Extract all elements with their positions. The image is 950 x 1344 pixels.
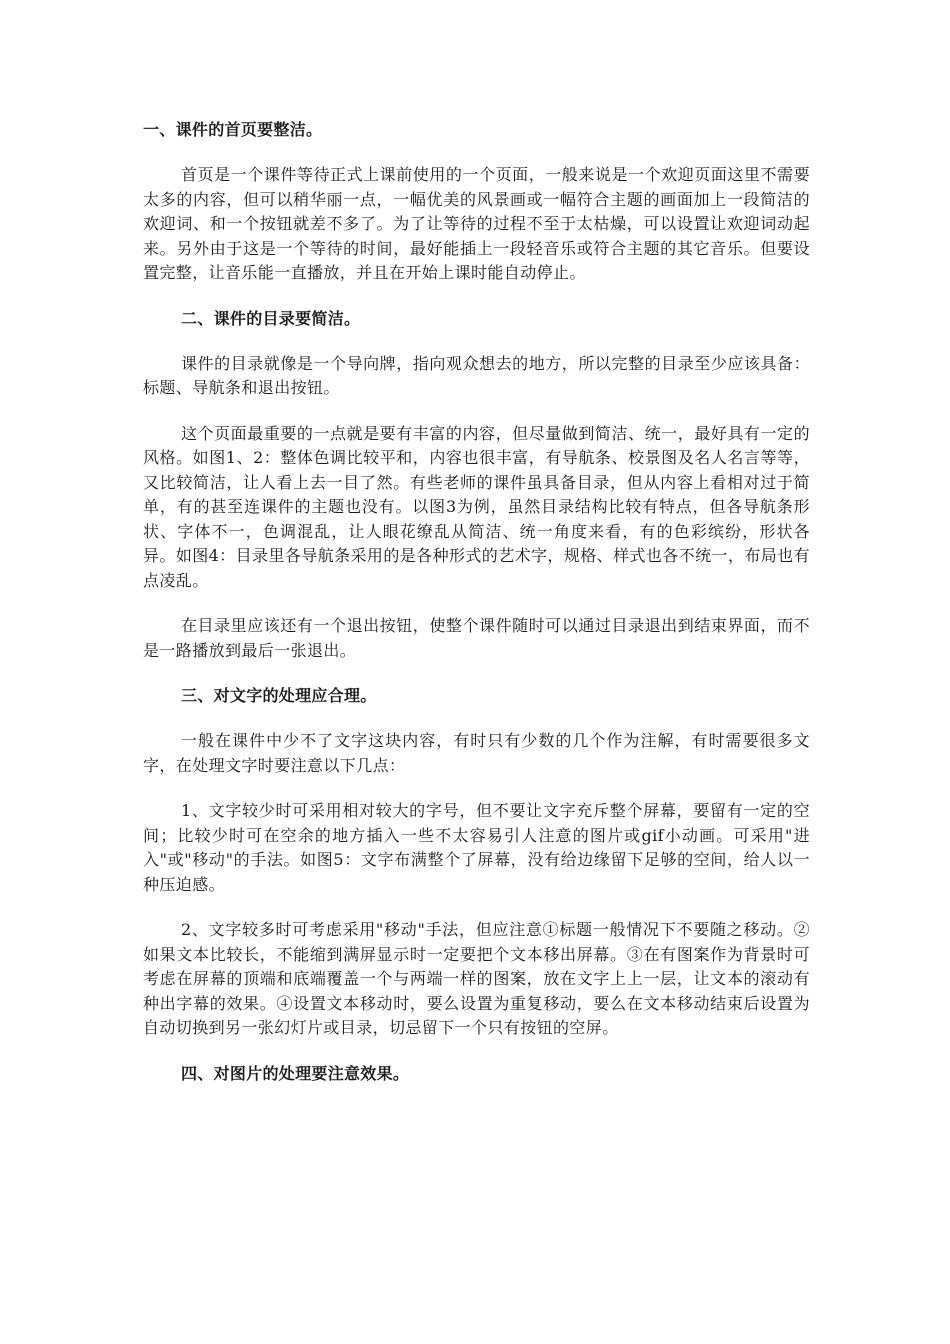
document-page <box>143 118 810 1107</box>
section-2-heading: 二、课件的目录要简洁。 <box>181 308 361 328</box>
section-3-heading: 三、对文字的处理应合理。 <box>181 686 377 705</box>
section-2-paragraph-3: 在目录里应该还有一个退出按钮，使整个课件随时可以通过目录退出到结束界面，而不是一路播放到最后一张退出。 <box>143 616 810 660</box>
section-3-paragraph-2: 1、文字较少时可采用相对较大的字号，但不要让文字充斥整个屏幕，要留有一定的空间；比较少时可在空余的地方插入一些不太容易引人注意的图片或gif小动画。可采用"进入"或"移动"的手法。如图5：文字布满整个了屏幕，没有给边缘留下足够的空间，给人以一种压迫感。 <box>143 801 810 894</box>
section-1-heading: 一、课件的首页要整洁。 <box>143 120 323 139</box>
section-4-heading: 四、对图片的处理要注意效果。 <box>181 1063 410 1083</box>
section-2-paragraph-1: 课件的目录就像是一个导向牌，指向观众想去的地方，所以完整的目录至少应该具备：标题、导航条和退出按钮。 <box>143 353 810 397</box>
section-3-paragraph-3: 2、文字较多时可考虑采用"移动"手法，但应注意①标题一般情况下不要随之移动。②如果文本比较长，不能缩到满屏显示时一定要把个文本移出屏幕。③在有图案作为背景时可考虑在屏幕的顶端和底端覆盖一个与两端一样的图案，放在文字上上一层，让文本的滚动有种出字幕的效果。④设置文本移动时，要么设置为重复移动，要么在文本移动结束后设置为自动切换到另一张幻灯片或目录，切忌留下一个只有按钮的空屏。 <box>143 920 810 1037</box>
section-1-paragraph-1: 首页是一个课件等待正式上课前使用的一个页面，一般来说是一个欢迎页面这里不需要太多的内容，但可以稍华丽一点，一幅优美的风景画或一幅符合主题的画面加上一段简洁的欢迎词、和一个按钮就差不多了。为了让等待的过程不至于太枯燥，可以设置让欢迎词动起来。另外由于这是一个等待的时间，最好能插上一段轻音乐或符合主题的其它音乐。但要设置完整，让音乐能一直播放，并且在开始上课时能自动停止。 <box>143 165 810 282</box>
section-2-paragraph-2: 这个页面最重要的一点就是要有丰富的内容，但尽量做到简洁、统一，最好具有一定的风格。如图1、2：整体色调比较平和，内容也很丰富，有导航条、校景图及名人名言等等，又比较简洁，让人看上去一目了然。有些老师的课件虽具备目录，但从内容上看相对过于简单，有的甚至连课件的主题也没有。以图3为例，虽然目录结构比较有特点，但各导航条形状、字体不一，色调混乱，让人眼花缭乱从简洁、统一角度来看，有的色彩缤纷，形状各异。如图4：目录里各导航条采用的是各种形式的艺术字，规格、样式也各不统一，布局也有点凌乱。 <box>143 423 810 590</box>
section-3-paragraph-1: 一般在课件中少不了文字这块内容，有时只有少数的几个作为注解，有时需要很多文字，在处理文字时要注意以下几点： <box>143 731 810 775</box>
